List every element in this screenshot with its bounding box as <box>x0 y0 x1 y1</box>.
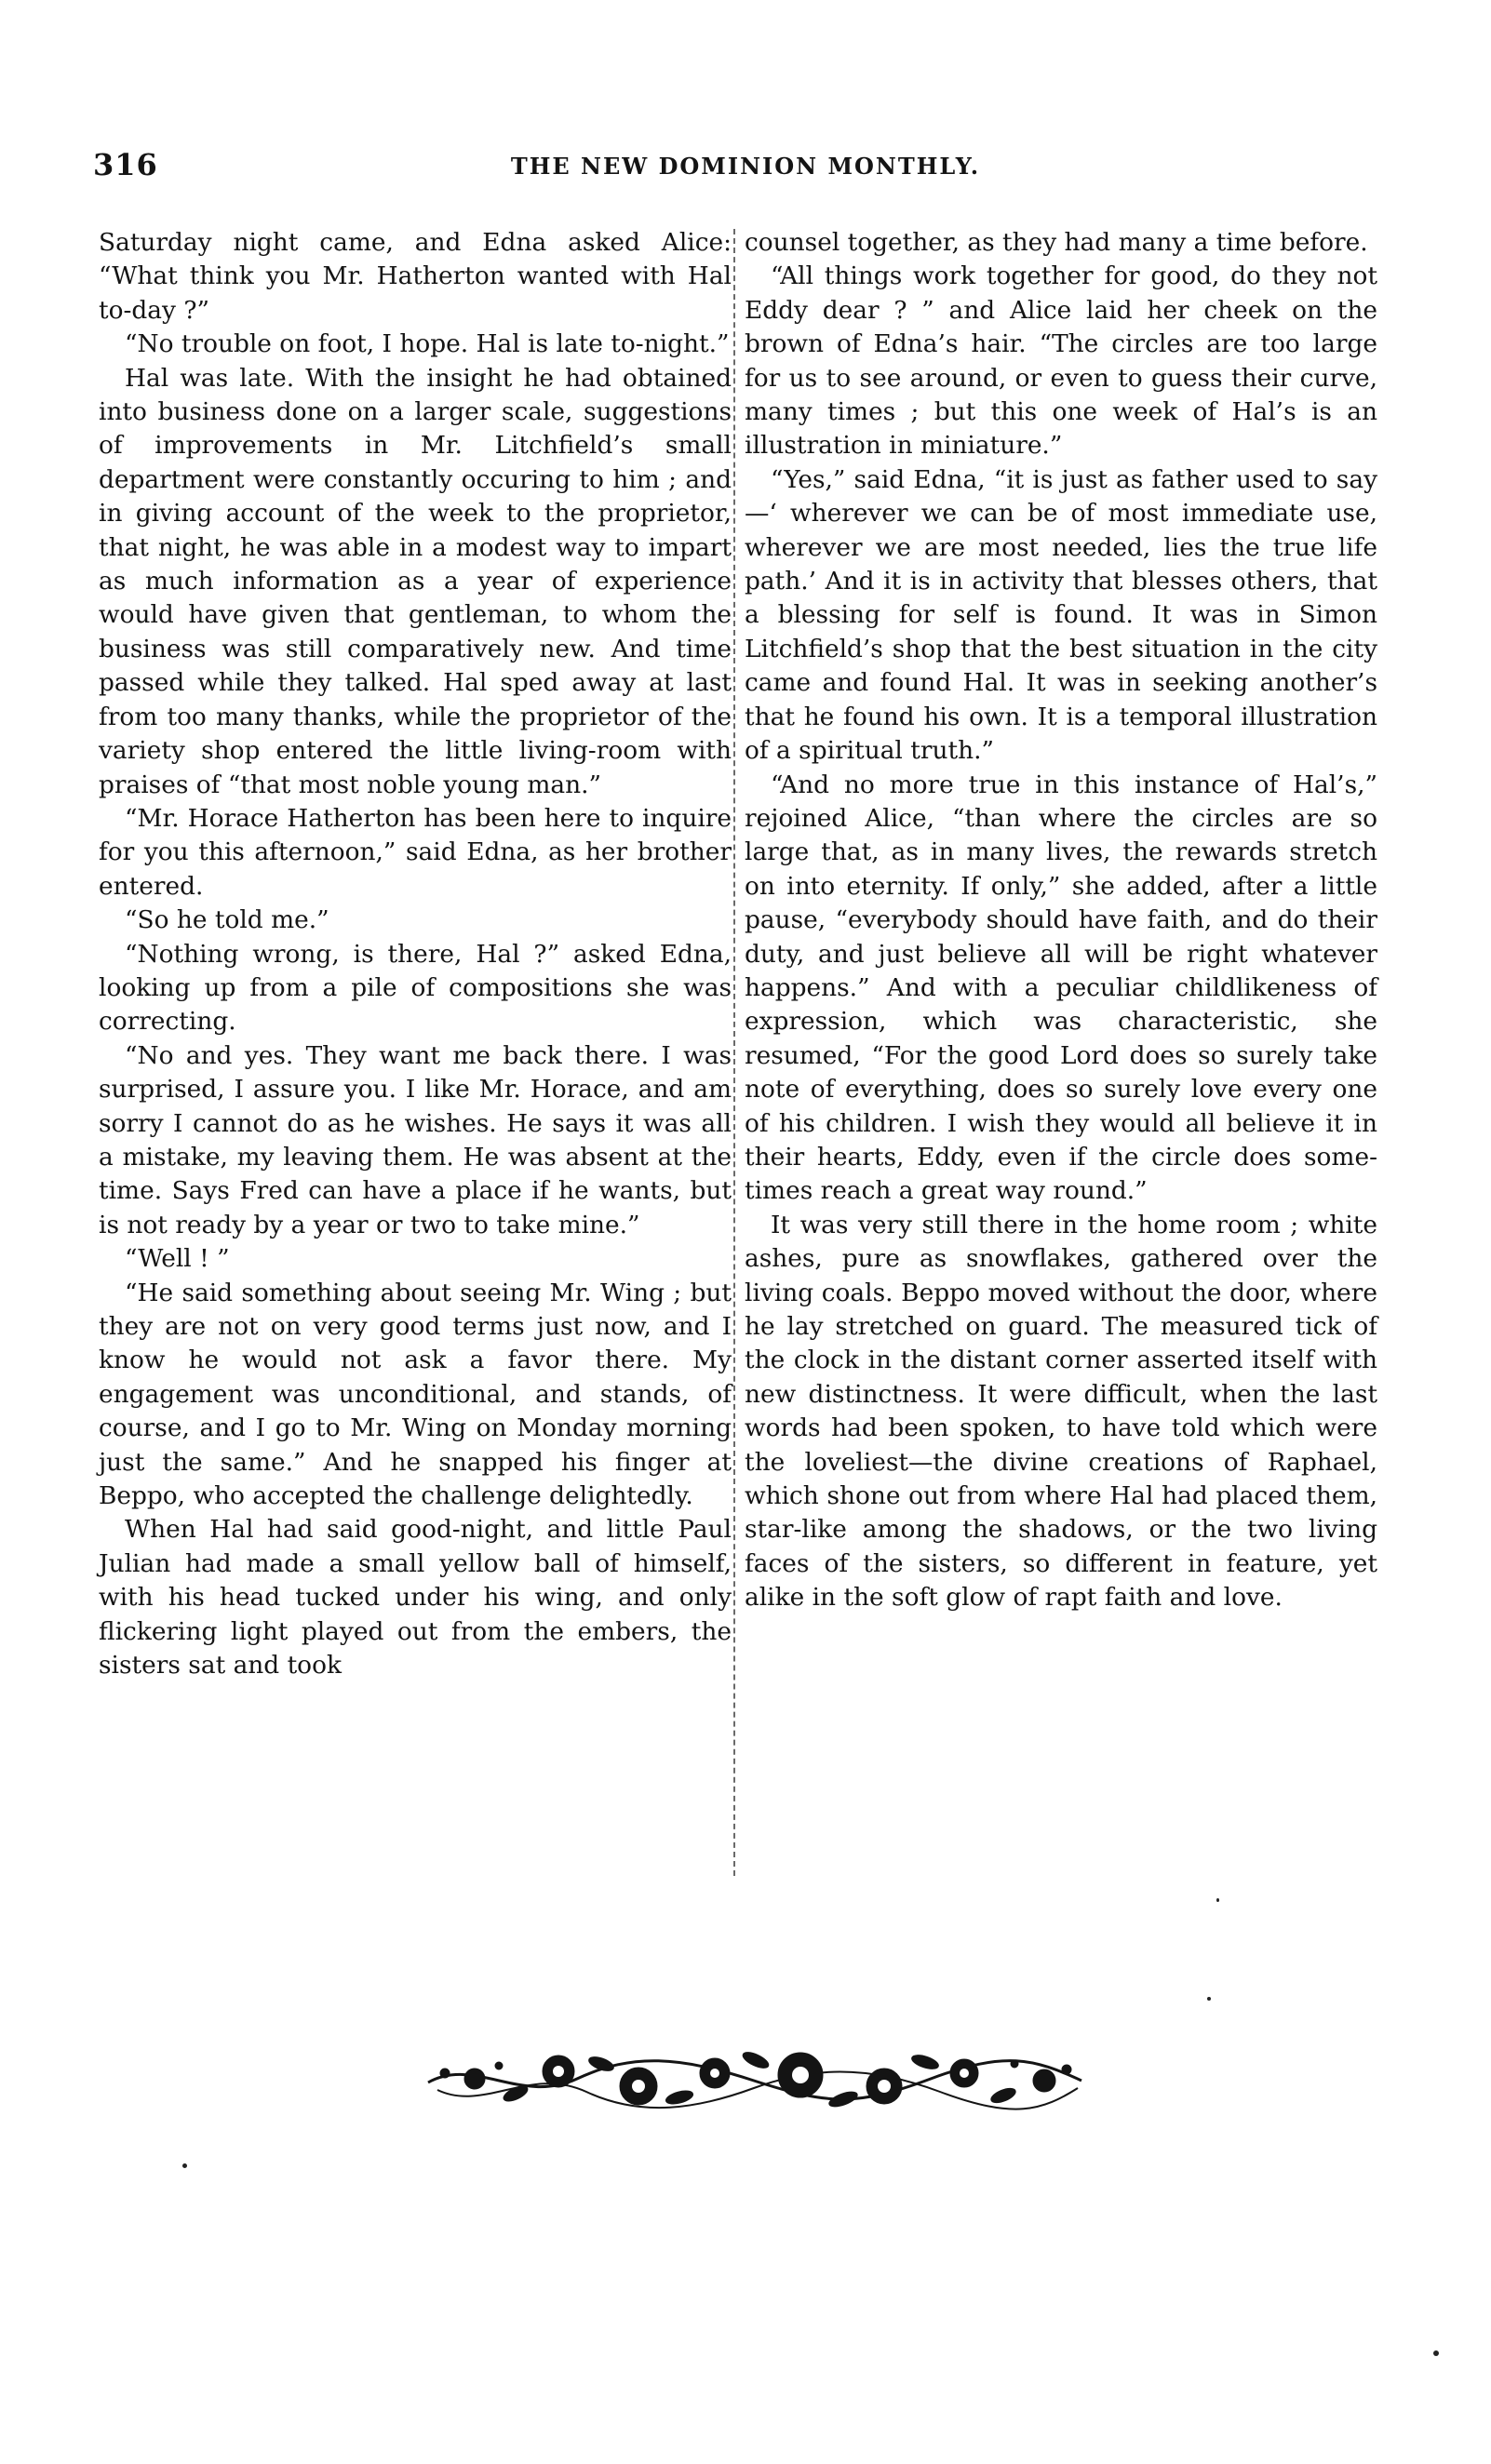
paragraph: “And no more true in this instance of Hal’s,” rejoined Alice, “than where the circles are so large that, as in many lives, the rewards stretch on into eternity. If only,” she added, after a little pause, “everybody should have faith, and do their duty, and just believe all will be right whatever happens.” And with a peculiar childlikeness of expression, which was characteristic, she resumed, “For the good Lord does so surely take note of everything, does so surely love every one of his children. I wish they would all believe it in their hearts, Eddy, even if the circle does sometimes reach a great way round.” <box>745 770 1377 1206</box>
paragraph: counsel together, as they had many a time before. <box>745 228 1368 257</box>
print-speck <box>1433 2350 1439 2356</box>
paragraph: “So he told me.” <box>125 905 329 935</box>
column-divider <box>733 229 735 1876</box>
paragraph: “Mr. Horace Hatherton has been here to inquire for you this afternoon,” said Edna, as her brother entered. <box>99 803 732 901</box>
paragraph: “No and yes. They want me back there. I was surprised, I assure you. I like Mr. Horace, and am sorry I cannot do as he wishes. He says it was all a mistake, my leaving them. He was absent at the time. Says Fred can have a place if he wants, but is not ready by a year or two to take mine.” <box>99 1040 732 1239</box>
print-speck <box>1207 1997 1211 2001</box>
floral-vine-ornament-icon <box>419 2038 1089 2122</box>
paragraph: “All things work together for good, do they not Eddy dear ? ” and Alice laid her cheek on the brown of Edna’s hair. “The circles are too large for us to see around, or even to guess their curve, many times ; but this one week of Hal’s is an illustration in miniature.” <box>745 261 1377 461</box>
right-column <box>745 226 1377 1615</box>
running-head: THE NEW DOMINION MONTHLY. <box>510 153 981 180</box>
paragraph: “Yes,” said Edna, “it is just as father used to say—‘ wherever we can be of most immediate use, wherever we are most needed, lies the true life path.’ And it is in activity that blesses others, that a blessing for self is found. It was in Simon Litchfield’s shop that the best situation in the city came and found Hal. It was in seeking another’s that he found his own. It is a temporal illustration of a spiritual truth.” <box>745 464 1377 766</box>
paragraph: It was very still there in the home room ; white ashes, pure as snowflakes, gathered over the living coals. Beppo moved without the door, where he lay stretched on guard. The measured tick of the clock in the distant corner asserted itself with new distinctness. It were difficult, when the last words had been spoken, to have told which were the loveliest—the divine creations of Raphael, which shone out from where Hal had placed them, star-like among the shadows, or the two living faces of the sisters, so different in feature, yet alike in the soft glow of rapt faith and love. <box>745 1210 1377 1613</box>
paragraph: When Hal had said good-night, and little Paul Julian had made a small yellow ball of himself, with his head tucked under his wing, and only flickering light played out from the embers, the sisters sat and took <box>99 1515 732 1681</box>
paragraph: “Nothing wrong, is there, Hal ?” asked Edna, looking up from a pile of compositions she was correcting. <box>99 939 732 1037</box>
paragraph: “He said something about seeing Mr. Wing ; but they are not on very good terms just now, and I know he would not ask a favor there. My engagement was unconditional, and stands, of course, and I go to Mr. Wing on Monday morning just the same.” And he snapped his finger at Beppo, who accepted the challenge delightedly. <box>99 1278 732 1511</box>
paragraph: Hal was late. With the insight he had obtained into business done on a larger scale, suggestions of improvements in Mr. Litchfield’s small department were constantly occuring to him ; and in giving account of the week to the proprietor, that night, he was able in a modest way to impart as much information as a year of experience would have given that gentleman, to whom the business was still comparatively new. And time passed while they talked. Hal sped away at last from too many thanks, while the proprietor of the variety shop entered the little living-room with praises of “that most noble young man.” <box>99 363 732 799</box>
print-speck <box>182 2163 187 2168</box>
page-number: 316 <box>93 147 158 182</box>
paragraph: Saturday night came, and Edna asked Alice: “What think you Mr. Hatherton wanted with Hal to-day ?” <box>99 228 732 325</box>
paragraph: “Well ! ” <box>125 1244 230 1274</box>
print-speck <box>1216 1898 1219 1902</box>
paragraph: “No trouble on foot, I hope. Hal is late to-night.” <box>125 329 730 359</box>
left-column <box>99 226 732 1682</box>
